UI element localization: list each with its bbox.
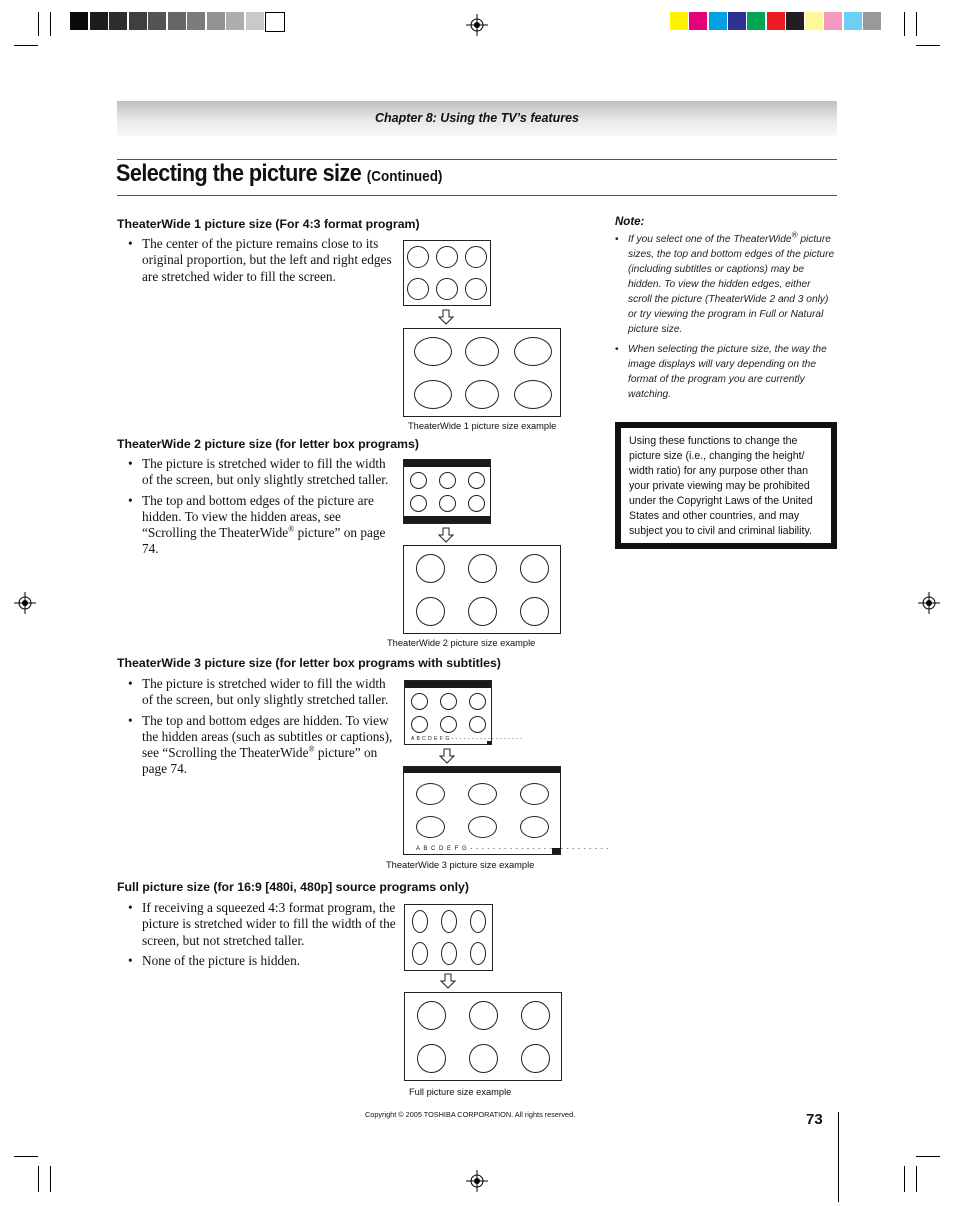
tv-before-full <box>404 904 493 971</box>
oval-shape <box>520 816 549 838</box>
oval-shape <box>411 716 428 733</box>
oval-shape <box>521 1001 550 1030</box>
copyright-warning-box <box>615 422 837 549</box>
theaterwide3-bullets <box>128 676 396 782</box>
oval-shape <box>468 816 497 838</box>
oval-shape <box>469 1044 498 1073</box>
color-swatch <box>863 12 881 30</box>
oval-shape <box>514 337 552 366</box>
subtitle-text: A B C D E F G - - - - - - - - - - - - - - - - - - - - - - - - - <box>416 846 610 852</box>
gray-swatch <box>70 12 88 30</box>
oval-shape <box>410 495 427 512</box>
bullet-item: • The picture is stretched wider to fill the width of the screen, but only slightly stretched taller. <box>128 456 396 489</box>
registration-target-icon <box>466 14 488 36</box>
oval-shape <box>439 495 456 512</box>
oval-shape <box>469 693 486 710</box>
registration-target-icon <box>14 592 36 614</box>
oval-shape <box>470 942 486 965</box>
tv-after-theaterwide1 <box>403 328 561 417</box>
oval-shape <box>417 1044 446 1073</box>
chapter-header-band <box>117 101 837 136</box>
title-bottom-rule <box>117 195 837 196</box>
theaterwide1-bullets <box>128 236 396 289</box>
tv-after-theaterwide3 <box>403 766 610 855</box>
note-title: Note: <box>615 216 645 228</box>
oval-shape <box>412 942 428 965</box>
oval-shape <box>411 693 428 710</box>
oval-shape <box>465 246 487 268</box>
copyright-notice: Copyright © 2005 TOSHIBA CORPORATION. All rights reserved. <box>365 1110 576 1119</box>
oval-shape <box>416 783 445 805</box>
gray-swatch <box>129 12 147 30</box>
chapter-title: Chapter 8: Using the TV’s features <box>375 111 579 125</box>
bullet-item: • If receiving a squeezed 4:3 format program, the picture is stretched wider to fill the width of the screen, but not stretched taller. <box>128 900 396 949</box>
gray-swatch <box>109 12 127 30</box>
oval-shape <box>414 337 452 366</box>
oval-shape <box>520 597 549 626</box>
oval-shape <box>465 337 499 366</box>
subtitle-text: A B C D E F G - - - - - - - - - - - - - - - - - - <box>411 736 523 742</box>
oval-shape <box>416 816 445 838</box>
oval-shape <box>441 910 457 933</box>
letterbox-bar-top <box>404 767 560 773</box>
bullet-item: • The center of the picture remains close to its original proportion, but the left and right edges are stretched wider to fill the screen. <box>128 236 396 285</box>
color-swatch <box>670 12 688 30</box>
theaterwide2-bullets <box>128 456 396 562</box>
down-arrow-icon <box>440 973 456 989</box>
color-swatch <box>747 12 765 30</box>
letterbox-bar-top <box>405 681 491 688</box>
oval-shape <box>412 910 428 933</box>
tv-before-theaterwide1 <box>403 240 491 306</box>
tv-before-theaterwide3 <box>404 680 523 745</box>
section-heading-theaterwide1: TheaterWide 1 picture size (For 4:3 format program) <box>117 217 420 231</box>
down-arrow-icon <box>439 748 455 764</box>
warning-text: Using these functions to change the picture size (i.e., changing the height/ width ratio) for any purpose other than your private viewing may be prohibited under the Copyright Laws of the United States and other countries, and may subject you to civil and criminal liability. <box>629 435 813 537</box>
down-arrow-icon <box>438 527 454 543</box>
registration-target-icon <box>918 592 940 614</box>
oval-shape <box>469 716 486 733</box>
gray-swatch <box>265 12 285 32</box>
oval-shape <box>465 380 499 409</box>
page-number: 73 <box>806 1111 823 1128</box>
bullet-item: • The top and bottom edges of the picture are hidden. To view the hidden areas, see “Scrolling the TheaterWide® picture” on page 74. <box>128 493 396 558</box>
gray-swatch <box>187 12 205 30</box>
oval-shape <box>436 278 458 300</box>
gray-swatch <box>148 12 166 30</box>
tv-after-full <box>404 992 562 1081</box>
oval-shape <box>468 597 497 626</box>
gray-swatch <box>246 12 264 30</box>
note-list <box>615 232 837 407</box>
oval-shape <box>410 472 427 489</box>
bullet-item: • None of the picture is hidden. <box>128 953 396 969</box>
oval-shape <box>470 910 486 933</box>
tv-after-theaterwide2 <box>403 545 561 634</box>
oval-shape <box>468 472 485 489</box>
oval-shape <box>440 716 457 733</box>
oval-shape <box>441 942 457 965</box>
oval-shape <box>468 783 497 805</box>
oval-shape <box>440 693 457 710</box>
oval-shape <box>520 783 549 805</box>
registration-target-icon <box>466 1170 488 1192</box>
color-swatch <box>709 12 727 30</box>
oval-shape <box>469 1001 498 1030</box>
color-swatch <box>728 12 746 30</box>
full-bullets <box>128 900 396 973</box>
gray-swatch <box>90 12 108 30</box>
letterbox-bar-bottom <box>404 516 490 523</box>
section-heading-theaterwide3: TheaterWide 3 picture size (for letter box programs with subtitles) <box>117 656 501 670</box>
oval-shape <box>436 246 458 268</box>
oval-shape <box>468 554 497 583</box>
bullet-item: • The top and bottom edges are hidden. To view the hidden areas (such as subtitles or captions), see “Scrolling the TheaterWide® picture” on page 74. <box>128 713 396 778</box>
oval-shape <box>407 246 429 268</box>
bullet-item: • The picture is stretched wider to fill the width of the screen, but only slightly stretched taller. <box>128 676 396 709</box>
color-swatch <box>824 12 842 30</box>
down-arrow-icon <box>438 309 454 325</box>
gray-swatch <box>168 12 186 30</box>
color-swatch <box>689 12 707 30</box>
oval-shape <box>521 1044 550 1073</box>
color-swatch <box>844 12 862 30</box>
oval-shape <box>416 554 445 583</box>
note-item: • If you select one of the TheaterWide® picture sizes, the top and bottom edges of the picture (including subtitles or captions) may be hidden. To view the hidden edges, either scroll the picture (TheaterWide 2 and 3 only) or try viewing the program in Full or Natural picture size. <box>615 232 837 337</box>
caption-theaterwide3: TheaterWide 3 picture size example <box>386 860 535 870</box>
oval-shape <box>520 554 549 583</box>
oval-shape <box>407 278 429 300</box>
caption-theaterwide2: TheaterWide 2 picture size example <box>387 638 536 648</box>
oval-shape <box>417 1001 446 1030</box>
oval-shape <box>468 495 485 512</box>
letterbox-bar-top <box>404 460 490 467</box>
oval-shape <box>416 597 445 626</box>
gray-swatch <box>207 12 225 30</box>
page-title: Selecting the picture size (Continued) <box>116 160 443 187</box>
caption-full: Full picture size example <box>409 1087 512 1097</box>
color-swatch <box>786 12 804 30</box>
section-heading-theaterwide2: TheaterWide 2 picture size (for letter box programs) <box>117 437 419 451</box>
oval-shape <box>439 472 456 489</box>
tv-before-theaterwide2 <box>403 459 491 524</box>
color-swatch <box>767 12 785 30</box>
oval-shape <box>465 278 487 300</box>
note-item: • When selecting the picture size, the way the image displays will vary depending on the format of the program you are currently watching. <box>615 342 837 402</box>
section-heading-full: Full picture size (for 16:9 [480i, 480p] source programs only) <box>117 880 469 894</box>
continued-label: (Continued) <box>366 168 443 185</box>
color-swatch <box>805 12 823 30</box>
oval-shape <box>514 380 552 409</box>
gray-swatch <box>226 12 244 30</box>
caption-theaterwide1: TheaterWide 1 picture size example <box>408 421 557 431</box>
oval-shape <box>414 380 452 409</box>
